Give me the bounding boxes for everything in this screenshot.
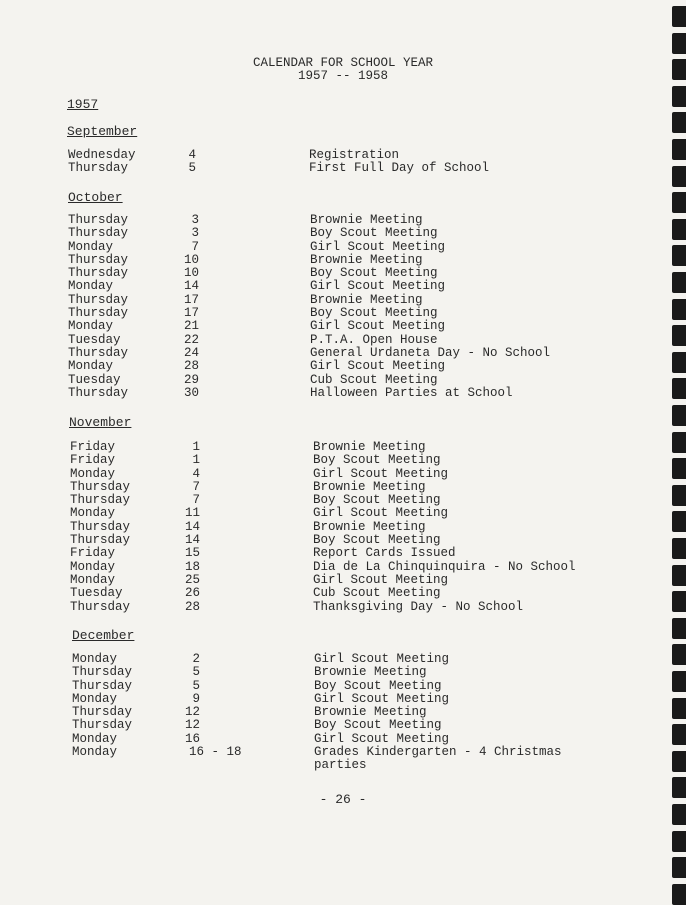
binding-hole bbox=[672, 112, 686, 133]
entry-date: 3 bbox=[191, 226, 199, 241]
entry-event: Dia de La Chinquinquira - No School bbox=[313, 559, 576, 574]
entry-event: General Urdaneta Day - No School bbox=[310, 345, 551, 360]
entry-day: Monday bbox=[68, 239, 114, 254]
entry-date: 10 bbox=[183, 266, 199, 281]
binding-hole bbox=[672, 6, 686, 27]
entry-date: 14 bbox=[184, 533, 200, 548]
entry-day: Thursday bbox=[72, 665, 133, 680]
calendar-entry bbox=[72, 746, 632, 759]
binding-hole bbox=[672, 219, 686, 240]
section-december bbox=[72, 653, 632, 773]
entry-date: 5 bbox=[192, 678, 200, 693]
binding-hole bbox=[672, 405, 686, 426]
binding-hole bbox=[672, 804, 686, 825]
calendar-entry bbox=[72, 666, 632, 679]
calendar-entry bbox=[68, 254, 628, 267]
entry-date: 24 bbox=[183, 345, 199, 360]
entry-date: 5 bbox=[192, 665, 200, 680]
calendar-entry bbox=[68, 320, 628, 333]
binding-hole bbox=[672, 724, 686, 745]
page-title: CALENDAR FOR SCHOOL YEAR bbox=[252, 56, 434, 70]
calendar-entry bbox=[68, 227, 628, 240]
calendar-entry bbox=[70, 468, 630, 481]
entry-event: Boy Scout Meeting bbox=[313, 493, 441, 508]
calendar-entry bbox=[70, 454, 630, 467]
binding-hole bbox=[672, 538, 686, 559]
calendar-entry bbox=[68, 374, 628, 387]
entry-event: Girl Scout Meeting bbox=[310, 279, 446, 294]
entry-event: Registration bbox=[309, 148, 400, 162]
calendar-entry bbox=[72, 719, 632, 732]
entry-event: Brownie Meeting bbox=[310, 252, 423, 267]
entry-day: Friday bbox=[70, 440, 116, 454]
entry-event: Girl Scout Meeting bbox=[314, 731, 450, 746]
page-subtitle-years: 1957 -- 1958 bbox=[297, 69, 388, 83]
entry-day: Monday bbox=[72, 731, 118, 746]
month-heading-october: October bbox=[68, 190, 123, 205]
section-september bbox=[68, 149, 628, 176]
entry-day: Friday bbox=[70, 546, 116, 561]
entry-event: Brownie Meeting bbox=[314, 665, 427, 680]
entry-date: 16 - 18 bbox=[189, 745, 242, 760]
entry-day: Tuesday bbox=[68, 372, 121, 387]
calendar-entry bbox=[68, 280, 628, 293]
entry-event: Boy Scout Meeting bbox=[313, 533, 441, 548]
entry-date: 11 bbox=[184, 506, 200, 521]
entry-date: 28 bbox=[183, 359, 199, 374]
calendar-entry bbox=[70, 481, 630, 494]
entry-date: 4 bbox=[192, 466, 200, 481]
entry-day: Monday bbox=[70, 506, 116, 521]
binding-hole bbox=[672, 671, 686, 692]
binding-hole bbox=[672, 166, 686, 187]
entry-date: 7 bbox=[191, 239, 199, 254]
entry-event: Brownie Meeting bbox=[310, 292, 423, 307]
calendar-entry bbox=[68, 162, 628, 175]
entry-day: Thursday bbox=[68, 161, 129, 176]
entry-day: Thursday bbox=[68, 266, 129, 281]
entry-day: Thursday bbox=[68, 213, 129, 227]
entry-date: 21 bbox=[183, 319, 199, 334]
calendar-entry bbox=[68, 334, 628, 347]
entry-event: Boy Scout Meeting bbox=[314, 718, 442, 733]
section-november bbox=[70, 441, 630, 614]
entry-day: Thursday bbox=[68, 306, 129, 321]
entry-date: 5 bbox=[188, 161, 196, 176]
calendar-entry bbox=[70, 587, 630, 600]
entry-day: Monday bbox=[72, 691, 118, 706]
month-heading-november: November bbox=[69, 415, 132, 430]
entry-event: Grades Kindergarten - 4 Christmas bbox=[314, 745, 562, 760]
entry-date: 14 bbox=[183, 279, 199, 294]
entry-date: 4 bbox=[188, 148, 196, 162]
entry-day: Wednesday bbox=[68, 148, 136, 162]
calendar-entry bbox=[72, 653, 632, 666]
entry-event: Brownie Meeting bbox=[313, 440, 426, 454]
entry-date: 12 bbox=[184, 705, 200, 720]
calendar-entry bbox=[70, 494, 630, 507]
binding-hole bbox=[672, 565, 686, 586]
calendar-entry bbox=[68, 360, 628, 373]
binding-hole bbox=[672, 644, 686, 665]
binding-hole bbox=[672, 33, 686, 54]
binding-hole bbox=[672, 325, 686, 346]
entry-event: Halloween Parties at School bbox=[310, 385, 513, 400]
entry-date: 25 bbox=[184, 572, 200, 587]
binding-hole bbox=[672, 432, 686, 453]
entry-day: Thursday bbox=[68, 252, 129, 267]
entry-day: Thursday bbox=[70, 519, 131, 534]
entry-date: 17 bbox=[183, 306, 199, 321]
entry-date: 30 bbox=[183, 385, 199, 400]
entry-date: 1 bbox=[192, 453, 200, 468]
entry-event: Girl Scout Meeting bbox=[313, 466, 449, 481]
entry-date: 28 bbox=[184, 599, 200, 614]
binding-hole bbox=[672, 86, 686, 107]
entry-event: P.T.A. Open House bbox=[310, 332, 438, 347]
calendar-entry bbox=[70, 561, 630, 574]
entry-event: Girl Scout Meeting bbox=[310, 239, 446, 254]
calendar-entry bbox=[70, 574, 630, 587]
entry-day: Thursday bbox=[68, 345, 129, 360]
entry-day: Tuesday bbox=[68, 332, 121, 347]
entry-date: 17 bbox=[183, 292, 199, 307]
calendar-entry bbox=[70, 547, 630, 560]
entry-event: Girl Scout Meeting bbox=[310, 319, 446, 334]
binding-hole bbox=[672, 458, 686, 479]
entry-event: Girl Scout Meeting bbox=[313, 506, 449, 521]
entry-event: Brownie Meeting bbox=[314, 705, 427, 720]
entry-day: Monday bbox=[70, 559, 116, 574]
entry-event: Boy Scout Meeting bbox=[313, 453, 441, 468]
month-heading-december: December bbox=[72, 628, 135, 643]
entry-event: Cub Scout Meeting bbox=[313, 586, 441, 601]
binding-hole bbox=[672, 591, 686, 612]
binding-hole bbox=[672, 245, 686, 266]
page-number: - 26 - bbox=[319, 792, 367, 807]
entry-event: Boy Scout Meeting bbox=[314, 678, 442, 693]
entry-date: 10 bbox=[183, 252, 199, 267]
entry-day: Thursday bbox=[70, 479, 131, 494]
entry-date: 1 bbox=[192, 440, 200, 454]
entry-date: 9 bbox=[192, 691, 200, 706]
calendar-entry bbox=[70, 601, 630, 614]
entry-date: 18 bbox=[184, 559, 200, 574]
calendar-entry bbox=[70, 441, 630, 454]
entry-event: Cub Scout Meeting bbox=[310, 372, 438, 387]
entry-event: Brownie Meeting bbox=[313, 479, 426, 494]
binding-hole bbox=[672, 272, 686, 293]
binding-hole bbox=[672, 485, 686, 506]
entry-day: Thursday bbox=[68, 226, 129, 241]
entry-day: Tuesday bbox=[70, 586, 123, 601]
entry-date: 12 bbox=[184, 718, 200, 733]
entry-date: 15 bbox=[184, 546, 200, 561]
entry-day: Thursday bbox=[72, 705, 133, 720]
calendar-entry bbox=[72, 733, 632, 746]
binding-hole bbox=[672, 511, 686, 532]
binding-hole bbox=[672, 698, 686, 719]
entry-day: Monday bbox=[72, 745, 118, 760]
entry-day: Thursday bbox=[70, 599, 131, 614]
entry-event: Girl Scout Meeting bbox=[313, 572, 449, 587]
calendar-entry bbox=[68, 241, 628, 254]
calendar-entry bbox=[68, 294, 628, 307]
entry-day: Monday bbox=[70, 572, 116, 587]
calendar-entry bbox=[70, 534, 630, 547]
entry-day: Thursday bbox=[72, 718, 133, 733]
entry-date: 22 bbox=[183, 332, 199, 347]
calendar-entry bbox=[70, 521, 630, 534]
entry-date: 2 bbox=[192, 652, 200, 666]
entry-event: Thanksgiving Day - No School bbox=[313, 599, 524, 614]
calendar-entry bbox=[72, 759, 632, 772]
calendar-entry bbox=[68, 214, 628, 227]
entry-date: 29 bbox=[183, 372, 199, 387]
binding-hole bbox=[672, 192, 686, 213]
binding-hole bbox=[672, 139, 686, 160]
entry-day: Monday bbox=[70, 466, 116, 481]
entry-day: Monday bbox=[68, 359, 114, 374]
calendar-entry bbox=[70, 507, 630, 520]
entry-day: Thursday bbox=[68, 385, 129, 400]
entry-event: Boy Scout Meeting bbox=[310, 226, 438, 241]
binding-hole bbox=[672, 299, 686, 320]
entry-date: 16 bbox=[184, 731, 200, 746]
entry-day: Thursday bbox=[70, 533, 131, 548]
binding-hole bbox=[672, 352, 686, 373]
entry-event: Boy Scout Meeting bbox=[310, 266, 438, 281]
entry-event: Girl Scout Meeting bbox=[314, 652, 450, 666]
binding-hole bbox=[672, 831, 686, 852]
binding-hole bbox=[672, 618, 686, 639]
calendar-entry bbox=[68, 387, 628, 400]
entry-date: 7 bbox=[192, 493, 200, 508]
month-heading-september: September bbox=[67, 124, 138, 139]
year-heading: 1957 bbox=[67, 97, 99, 112]
calendar-entry bbox=[68, 307, 628, 320]
binding-hole bbox=[672, 857, 686, 878]
entry-event: Brownie Meeting bbox=[313, 519, 426, 534]
binding-hole bbox=[672, 884, 686, 905]
entry-event: Girl Scout Meeting bbox=[314, 691, 450, 706]
entry-day: Monday bbox=[68, 319, 114, 334]
binding-hole bbox=[672, 378, 686, 399]
entry-day: Thursday bbox=[70, 493, 131, 508]
entry-event: First Full Day of School bbox=[309, 161, 490, 176]
entry-day: Thursday bbox=[72, 678, 133, 693]
entry-day: Thursday bbox=[68, 292, 129, 307]
calendar-entry bbox=[72, 680, 632, 693]
entry-event: parties bbox=[314, 758, 367, 773]
section-october bbox=[68, 214, 628, 400]
entry-event: Report Cards Issued bbox=[313, 546, 456, 561]
entry-date: 26 bbox=[184, 586, 200, 601]
spiral-binding bbox=[670, 0, 686, 900]
entry-day: Monday bbox=[72, 652, 118, 666]
entry-date: 14 bbox=[184, 519, 200, 534]
entry-event: Brownie Meeting bbox=[310, 213, 423, 227]
binding-hole bbox=[672, 751, 686, 772]
entry-day: Monday bbox=[68, 279, 114, 294]
calendar-entry bbox=[72, 706, 632, 719]
calendar-entry bbox=[68, 149, 628, 162]
calendar-entry bbox=[68, 347, 628, 360]
entry-event: Boy Scout Meeting bbox=[310, 306, 438, 321]
calendar-entry bbox=[68, 267, 628, 280]
entry-day: Friday bbox=[70, 453, 116, 468]
calendar-entry bbox=[72, 693, 632, 706]
entry-date: 7 bbox=[192, 479, 200, 494]
entry-event: Girl Scout Meeting bbox=[310, 359, 446, 374]
entry-date: 3 bbox=[191, 213, 199, 227]
